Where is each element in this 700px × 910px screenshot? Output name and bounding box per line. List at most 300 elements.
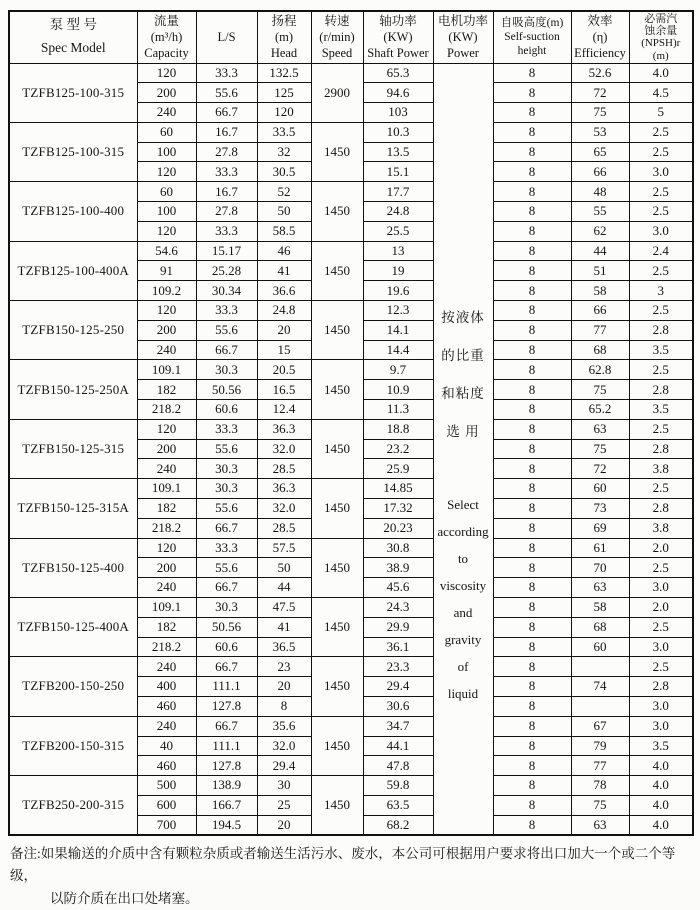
suction-height-cell: 8 xyxy=(493,815,571,835)
model-cell: TZFB200-150-315 xyxy=(9,716,137,775)
model-cell: TZFB250-200-315 xyxy=(9,776,137,835)
ls-cell: 138.9 xyxy=(196,776,257,796)
ls-cell: 25.28 xyxy=(196,261,257,281)
column-header-head xyxy=(257,11,311,63)
shaft-power-cell: 15.1 xyxy=(363,162,433,182)
table-row xyxy=(9,419,693,439)
column-header-model xyxy=(9,11,137,63)
efficiency-cell: 65 xyxy=(571,142,629,162)
efficiency-cell: 63 xyxy=(571,419,629,439)
npsh-cell: 4.0 xyxy=(629,63,693,83)
npsh-cell: 3.8 xyxy=(629,518,693,538)
capacity-cell: 200 xyxy=(137,320,196,340)
model-cell: TZFB125-100-400 xyxy=(9,182,137,241)
model-cell: TZFB125-100-315 xyxy=(9,122,137,181)
capacity-cell: 109.1 xyxy=(137,598,196,618)
model-cell: TZFB150-125-250A xyxy=(9,360,137,419)
efficiency-cell: 52.6 xyxy=(571,63,629,83)
ls-cell: 55.6 xyxy=(196,499,257,519)
model-cell: TZFB150-125-400A xyxy=(9,598,137,657)
ls-cell: 66.7 xyxy=(196,657,257,677)
table-row xyxy=(9,479,693,499)
npsh-cell: 2.8 xyxy=(629,320,693,340)
ls-cell: 16.7 xyxy=(196,122,257,142)
efficiency-cell: 55 xyxy=(571,202,629,222)
power-note-line-en: according xyxy=(437,524,489,540)
power-note-line-en: Select xyxy=(447,497,479,513)
capacity-cell: 218.2 xyxy=(137,637,196,657)
ls-cell: 60.6 xyxy=(196,637,257,657)
suction-height-cell: 8 xyxy=(493,241,571,261)
suction-height-cell: 8 xyxy=(493,598,571,618)
efficiency-cell: 63 xyxy=(571,815,629,835)
head-cell: 132.5 xyxy=(257,63,311,83)
efficiency-cell: 70 xyxy=(571,558,629,578)
table-row xyxy=(9,301,693,321)
npsh-cell: 2.0 xyxy=(629,538,693,558)
shaft-power-cell: 25.5 xyxy=(363,221,433,241)
ls-cell: 55.6 xyxy=(196,83,257,103)
efficiency-cell: 66 xyxy=(571,301,629,321)
table-row xyxy=(9,716,693,736)
suction-height-cell: 8 xyxy=(493,182,571,202)
header-line: (m³/h) xyxy=(150,30,183,45)
ls-cell: 27.8 xyxy=(196,202,257,222)
shaft-power-cell: 25.9 xyxy=(363,459,433,479)
capacity-cell: 240 xyxy=(137,459,196,479)
npsh-cell: 4.0 xyxy=(629,756,693,776)
capacity-cell: 120 xyxy=(137,419,196,439)
footnote-line-1: 备注:如果输送的介质中含有颗粒杂质或者输送生活污水、废水，本公司可根据用户要求将出口加大一个或二个等级， xyxy=(10,846,676,884)
npsh-cell: 2.8 xyxy=(629,439,693,459)
npsh-cell: 2.0 xyxy=(629,598,693,618)
npsh-cell: 2.5 xyxy=(629,657,693,677)
speed-cell: 1450 xyxy=(311,776,363,835)
header-line: 泵 型 号 xyxy=(49,17,97,33)
efficiency-cell: 78 xyxy=(571,776,629,796)
ls-cell: 111.1 xyxy=(196,677,257,697)
capacity-cell: 120 xyxy=(137,538,196,558)
npsh-cell: 4.0 xyxy=(629,815,693,835)
header-line: Speed xyxy=(321,46,353,61)
shaft-power-cell: 10.9 xyxy=(363,380,433,400)
efficiency-cell: 77 xyxy=(571,756,629,776)
capacity-cell: 100 xyxy=(137,202,196,222)
model-cell: TZFB150-125-315A xyxy=(9,479,137,538)
capacity-cell: 120 xyxy=(137,301,196,321)
column-header-power xyxy=(433,11,493,63)
capacity-cell: 200 xyxy=(137,83,196,103)
motor-power-note xyxy=(435,190,492,708)
npsh-cell: 3.8 xyxy=(629,459,693,479)
capacity-cell: 109.1 xyxy=(137,479,196,499)
power-note-line-cn: 的比重 xyxy=(441,348,485,364)
model-cell: TZFB150-125-250 xyxy=(9,301,137,360)
efficiency-cell: 75 xyxy=(571,439,629,459)
suction-height-cell: 8 xyxy=(493,578,571,598)
head-cell: 58.5 xyxy=(257,221,311,241)
ls-cell: 66.7 xyxy=(196,103,257,123)
suction-height-cell: 8 xyxy=(493,83,571,103)
suction-height-cell: 8 xyxy=(493,221,571,241)
header-line: height xyxy=(517,45,547,58)
shaft-power-cell: 34.7 xyxy=(363,716,433,736)
suction-height-cell: 8 xyxy=(493,538,571,558)
ls-cell: 33.3 xyxy=(196,419,257,439)
table-row xyxy=(9,776,693,796)
head-cell: 29.4 xyxy=(257,756,311,776)
npsh-cell: 2.8 xyxy=(629,380,693,400)
shaft-power-cell: 68.2 xyxy=(363,815,433,835)
npsh-cell: 2.5 xyxy=(629,142,693,162)
ls-cell: 33.3 xyxy=(196,301,257,321)
suction-height-cell: 8 xyxy=(493,419,571,439)
shaft-power-cell: 24.3 xyxy=(363,598,433,618)
efficiency-cell: 75 xyxy=(571,103,629,123)
head-cell: 57.5 xyxy=(257,538,311,558)
capacity-cell: 460 xyxy=(137,697,196,717)
speed-cell: 1450 xyxy=(311,598,363,657)
speed-cell: 1450 xyxy=(311,419,363,478)
table-row xyxy=(9,360,693,380)
suction-height-cell: 8 xyxy=(493,301,571,321)
shaft-power-cell: 14.1 xyxy=(363,320,433,340)
suction-height-cell: 8 xyxy=(493,340,571,360)
header-line: 轴功率 xyxy=(379,14,417,29)
speed-cell: 1450 xyxy=(311,657,363,716)
column-header-shaft-power xyxy=(363,11,433,63)
npsh-cell: 3.5 xyxy=(629,400,693,420)
efficiency-cell: 75 xyxy=(571,380,629,400)
table-row xyxy=(9,538,693,558)
ls-cell: 60.6 xyxy=(196,400,257,420)
column-header-npsh xyxy=(629,11,693,63)
ls-cell: 30.3 xyxy=(196,598,257,618)
efficiency-cell: 65.2 xyxy=(571,400,629,420)
head-cell: 50 xyxy=(257,202,311,222)
head-cell: 32.0 xyxy=(257,736,311,756)
shaft-power-cell: 14.4 xyxy=(363,340,433,360)
head-cell: 41 xyxy=(257,617,311,637)
npsh-cell: 2.5 xyxy=(629,261,693,281)
efficiency-cell xyxy=(571,657,629,677)
header-line: 扬程 xyxy=(271,14,297,29)
footnote-line-2: 以防介质在出口处堵塞。 xyxy=(50,890,199,906)
efficiency-cell: 74 xyxy=(571,677,629,697)
head-cell: 20 xyxy=(257,815,311,835)
npsh-cell: 4.0 xyxy=(629,776,693,796)
suction-height-cell: 8 xyxy=(493,360,571,380)
shaft-power-cell: 94.6 xyxy=(363,83,433,103)
capacity-cell: 240 xyxy=(137,578,196,598)
efficiency-cell: 44 xyxy=(571,241,629,261)
table-header-row xyxy=(9,11,693,63)
suction-height-cell: 8 xyxy=(493,320,571,340)
npsh-cell: 2.5 xyxy=(629,558,693,578)
motor-power-note-cell xyxy=(433,63,493,835)
head-cell: 8 xyxy=(257,697,311,717)
head-cell: 33.5 xyxy=(257,122,311,142)
efficiency-cell: 67 xyxy=(571,716,629,736)
head-cell: 47.5 xyxy=(257,598,311,618)
capacity-cell: 109.2 xyxy=(137,281,196,301)
power-note-line-cn: 和粘度 xyxy=(441,386,485,402)
header-line: 效率 xyxy=(587,14,613,29)
header-line: (KW) xyxy=(383,30,413,45)
capacity-cell: 200 xyxy=(137,439,196,459)
efficiency-cell: 58 xyxy=(571,598,629,618)
suction-height-cell: 8 xyxy=(493,142,571,162)
head-cell: 32 xyxy=(257,142,311,162)
suction-height-cell: 8 xyxy=(493,459,571,479)
shaft-power-cell: 12.3 xyxy=(363,301,433,321)
power-note-line-en: viscosity xyxy=(439,578,487,594)
head-cell: 46 xyxy=(257,241,311,261)
suction-height-cell: 8 xyxy=(493,617,571,637)
npsh-cell: 2.8 xyxy=(629,499,693,519)
capacity-cell: 600 xyxy=(137,795,196,815)
shaft-power-cell: 11.3 xyxy=(363,400,433,420)
suction-height-cell: 8 xyxy=(493,716,571,736)
head-cell: 28.5 xyxy=(257,459,311,479)
header-line: Capacity xyxy=(144,46,189,61)
header-line: (η) xyxy=(592,30,608,45)
ls-cell: 30.34 xyxy=(196,281,257,301)
suction-height-cell: 8 xyxy=(493,380,571,400)
ls-cell: 111.1 xyxy=(196,736,257,756)
head-cell: 24.8 xyxy=(257,301,311,321)
head-cell: 41 xyxy=(257,261,311,281)
shaft-power-cell: 65.3 xyxy=(363,63,433,83)
head-cell: 36.6 xyxy=(257,281,311,301)
efficiency-cell: 69 xyxy=(571,518,629,538)
npsh-cell: 3.0 xyxy=(629,637,693,657)
suction-height-cell: 8 xyxy=(493,281,571,301)
shaft-power-cell: 103 xyxy=(363,103,433,123)
ls-cell: 50.56 xyxy=(196,617,257,637)
head-cell: 20 xyxy=(257,320,311,340)
header-line: (m) xyxy=(274,30,294,45)
shaft-power-cell: 38.9 xyxy=(363,558,433,578)
column-header-capacity xyxy=(137,11,196,63)
efficiency-cell: 75 xyxy=(571,795,629,815)
model-cell: TZFB150-125-315 xyxy=(9,419,137,478)
capacity-cell: 400 xyxy=(137,677,196,697)
ls-cell: 127.8 xyxy=(196,697,257,717)
suction-height-cell: 8 xyxy=(493,439,571,459)
power-note-gap xyxy=(435,452,492,492)
efficiency-cell: 79 xyxy=(571,736,629,756)
speed-cell: 1450 xyxy=(311,716,363,775)
efficiency-cell: 68 xyxy=(571,340,629,360)
suction-height-cell: 8 xyxy=(493,558,571,578)
npsh-cell: 3.0 xyxy=(629,162,693,182)
speed-cell: 1450 xyxy=(311,360,363,419)
header-line: 流量 xyxy=(153,14,179,29)
suction-height-cell: 8 xyxy=(493,776,571,796)
ls-cell: 66.7 xyxy=(196,716,257,736)
pump-spec-table xyxy=(8,10,694,836)
suction-height-cell: 8 xyxy=(493,261,571,281)
capacity-cell: 240 xyxy=(137,340,196,360)
head-cell: 36.3 xyxy=(257,479,311,499)
efficiency-cell: 62.8 xyxy=(571,360,629,380)
efficiency-cell xyxy=(571,697,629,717)
header-line: (NPSH)r xyxy=(641,37,681,50)
head-cell: 20 xyxy=(257,677,311,697)
head-cell: 32.0 xyxy=(257,439,311,459)
capacity-cell: 54.6 xyxy=(137,241,196,261)
head-cell: 125 xyxy=(257,83,311,103)
capacity-cell: 100 xyxy=(137,142,196,162)
efficiency-cell: 77 xyxy=(571,320,629,340)
capacity-cell: 240 xyxy=(137,103,196,123)
ls-cell: 15.17 xyxy=(196,241,257,261)
capacity-cell: 218.2 xyxy=(137,400,196,420)
ls-cell: 66.7 xyxy=(196,578,257,598)
capacity-cell: 120 xyxy=(137,221,196,241)
speed-cell: 1450 xyxy=(311,122,363,181)
capacity-cell: 120 xyxy=(137,162,196,182)
capacity-cell: 109.1 xyxy=(137,360,196,380)
power-note-line-en: gravity xyxy=(444,632,482,648)
header-line: Shaft Power xyxy=(367,46,429,61)
ls-cell: 30.3 xyxy=(196,479,257,499)
model-cell: TZFB200-150-250 xyxy=(9,657,137,716)
shaft-power-cell: 19 xyxy=(363,261,433,281)
shaft-power-cell: 30.6 xyxy=(363,697,433,717)
speed-cell: 1450 xyxy=(311,241,363,300)
model-cell: TZFB125-100-400A xyxy=(9,241,137,300)
column-header-ls xyxy=(196,11,257,63)
shaft-power-cell: 20.23 xyxy=(363,518,433,538)
suction-height-cell: 8 xyxy=(493,162,571,182)
header-line: (m) xyxy=(652,49,669,62)
suction-height-cell: 8 xyxy=(493,677,571,697)
npsh-cell: 2.5 xyxy=(629,122,693,142)
table-row xyxy=(9,122,693,142)
model-cell: TZFB150-125-400 xyxy=(9,538,137,597)
npsh-cell: 3.5 xyxy=(629,736,693,756)
header-line: 电机功率 xyxy=(437,14,488,29)
efficiency-cell: 68 xyxy=(571,617,629,637)
efficiency-cell: 60 xyxy=(571,479,629,499)
head-cell: 12.4 xyxy=(257,400,311,420)
npsh-cell: 3.0 xyxy=(629,221,693,241)
head-cell: 25 xyxy=(257,795,311,815)
ls-cell: 33.3 xyxy=(196,538,257,558)
npsh-cell: 2.5 xyxy=(629,617,693,637)
capacity-cell: 240 xyxy=(137,657,196,677)
head-cell: 44 xyxy=(257,578,311,598)
ls-cell: 55.6 xyxy=(196,320,257,340)
ls-cell: 55.6 xyxy=(196,439,257,459)
shaft-power-cell: 17.32 xyxy=(363,499,433,519)
capacity-cell: 460 xyxy=(137,756,196,776)
shaft-power-cell: 36.1 xyxy=(363,637,433,657)
suction-height-cell: 8 xyxy=(493,122,571,142)
header-line: 必需汽 xyxy=(644,12,678,25)
head-cell: 36.3 xyxy=(257,419,311,439)
npsh-cell: 2.5 xyxy=(629,301,693,321)
ls-cell: 30.3 xyxy=(196,360,257,380)
efficiency-cell: 53 xyxy=(571,122,629,142)
shaft-power-cell: 59.8 xyxy=(363,776,433,796)
speed-cell: 1450 xyxy=(311,479,363,538)
header-line: Efficiency xyxy=(574,46,626,61)
npsh-cell: 3.5 xyxy=(629,340,693,360)
power-note-line-en: liquid xyxy=(447,686,479,702)
header-line: Power xyxy=(447,46,479,61)
header-line: 转速 xyxy=(324,14,350,29)
header-line: 自吸高度(m) xyxy=(500,16,564,29)
shaft-power-cell: 44.1 xyxy=(363,736,433,756)
npsh-cell: 2.5 xyxy=(629,479,693,499)
ls-cell: 66.7 xyxy=(196,518,257,538)
table-row xyxy=(9,657,693,677)
head-cell: 32.0 xyxy=(257,499,311,519)
capacity-cell: 700 xyxy=(137,815,196,835)
shaft-power-cell: 23.2 xyxy=(363,439,433,459)
npsh-cell: 2.5 xyxy=(629,182,693,202)
head-cell: 15 xyxy=(257,340,311,360)
efficiency-cell: 72 xyxy=(571,459,629,479)
ls-cell: 27.8 xyxy=(196,142,257,162)
ls-cell: 127.8 xyxy=(196,756,257,776)
header-line: Head xyxy=(270,46,298,61)
shaft-power-cell: 13 xyxy=(363,241,433,261)
suction-height-cell: 8 xyxy=(493,479,571,499)
suction-height-cell: 8 xyxy=(493,518,571,538)
suction-height-cell: 8 xyxy=(493,103,571,123)
table-row xyxy=(9,598,693,618)
efficiency-cell: 60 xyxy=(571,637,629,657)
table-row xyxy=(9,182,693,202)
capacity-cell: 182 xyxy=(137,499,196,519)
column-header-speed xyxy=(311,11,363,63)
shaft-power-cell: 19.6 xyxy=(363,281,433,301)
efficiency-cell: 48 xyxy=(571,182,629,202)
speed-cell: 1450 xyxy=(311,301,363,360)
header-line: L/S xyxy=(217,30,236,45)
head-cell: 120 xyxy=(257,103,311,123)
head-cell: 30.5 xyxy=(257,162,311,182)
head-cell: 35.6 xyxy=(257,716,311,736)
ls-cell: 55.6 xyxy=(196,558,257,578)
npsh-cell: 2.5 xyxy=(629,202,693,222)
capacity-cell: 240 xyxy=(137,716,196,736)
npsh-cell: 2.4 xyxy=(629,241,693,261)
header-line: Spec Model xyxy=(40,40,106,56)
table-row xyxy=(9,63,693,83)
shaft-power-cell: 9.7 xyxy=(363,360,433,380)
suction-height-cell: 8 xyxy=(493,756,571,776)
head-cell: 50 xyxy=(257,558,311,578)
speed-cell: 1450 xyxy=(311,182,363,241)
column-header-self-suction xyxy=(493,11,571,63)
ls-cell: 30.3 xyxy=(196,459,257,479)
shaft-power-cell: 24.8 xyxy=(363,202,433,222)
footnote xyxy=(10,843,694,910)
ls-cell: 33.3 xyxy=(196,162,257,182)
efficiency-cell: 66 xyxy=(571,162,629,182)
shaft-power-cell: 17.7 xyxy=(363,182,433,202)
shaft-power-cell: 10.3 xyxy=(363,122,433,142)
column-header-efficiency xyxy=(571,11,629,63)
suction-height-cell: 8 xyxy=(493,637,571,657)
capacity-cell: 218.2 xyxy=(137,518,196,538)
header-line: (r/min) xyxy=(319,30,355,45)
